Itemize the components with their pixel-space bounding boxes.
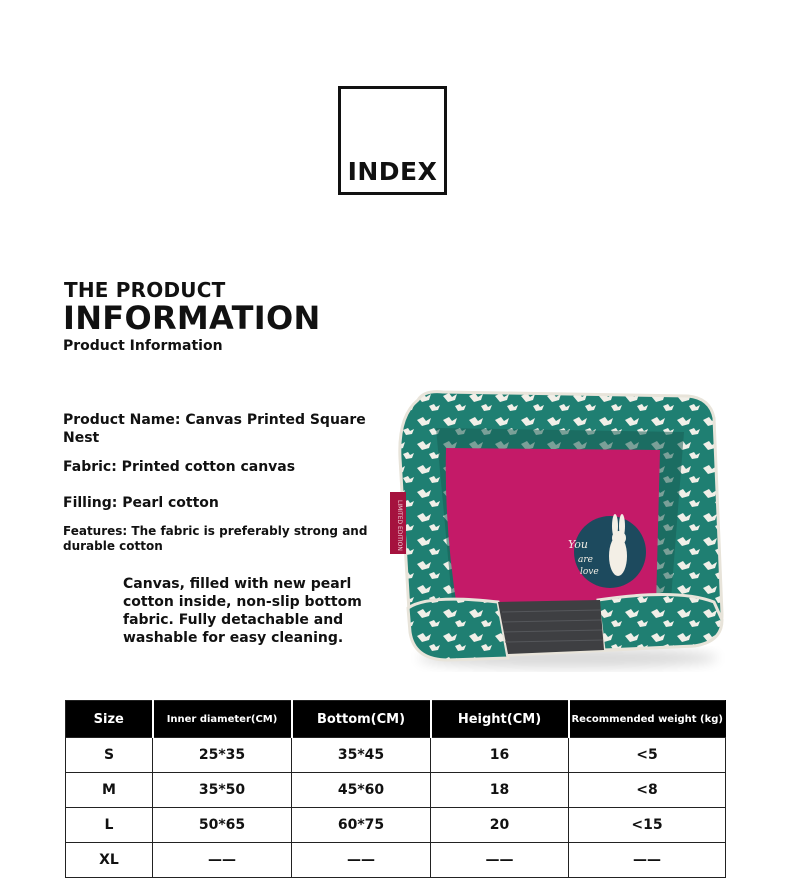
badge-word-2: are [578, 555, 593, 565]
heading-subtitle: Product Information [63, 338, 223, 354]
bed-base-strip [498, 600, 604, 654]
heading-line-1: THE PRODUCT [64, 278, 226, 302]
cell-weight: —— [569, 843, 726, 878]
spec-features-line-2: durable cotton [63, 539, 163, 553]
cell-bottom: 35*45 [292, 738, 431, 773]
size-table [65, 700, 726, 878]
badge-word-3: love [580, 567, 599, 577]
table-row [66, 738, 726, 773]
badge-word-1: You [568, 538, 589, 551]
table-row [66, 773, 726, 808]
cell-size: XL [66, 843, 153, 878]
cell-bottom: 45*60 [292, 773, 431, 808]
cell-weight: <15 [569, 808, 726, 843]
index-label: INDEX [347, 157, 438, 186]
cell-size: M [66, 773, 153, 808]
cell-inner: —— [153, 843, 292, 878]
cell-size: S [66, 738, 153, 773]
cell-height: —— [431, 843, 569, 878]
cell-weight: <5 [569, 738, 726, 773]
table-row [66, 843, 726, 878]
spec-filling: Filling: Pearl cotton [63, 495, 219, 511]
product-description: Canvas, filled with new pearl cotton inside, non-slip bottom fabric. Fully detachable and washable for easy cleaning. [123, 576, 362, 646]
bed-tag-text: LIMITED EDITION [396, 500, 403, 551]
table-row [66, 808, 726, 843]
spec-features-line-1: Features: The fabric is preferably strong and [63, 524, 368, 538]
header-recommended-weight: Recommended weight (kg) [569, 701, 726, 738]
heading-line-2: INFORMATION [63, 299, 321, 337]
cell-bottom: —— [292, 843, 431, 878]
index-box [338, 86, 447, 195]
cell-bottom: 60*75 [292, 808, 431, 843]
cell-height: 18 [431, 773, 569, 808]
header-size: Size [66, 701, 153, 738]
header-bottom: Bottom(CM) [292, 701, 431, 738]
cell-inner: 25*35 [153, 738, 292, 773]
cell-size: L [66, 808, 153, 843]
header-height: Height(CM) [431, 701, 569, 738]
spec-name-line-2: Nest [63, 430, 100, 446]
product-image-bed [388, 388, 728, 673]
cell-height: 20 [431, 808, 569, 843]
cell-inner: 50*65 [153, 808, 292, 843]
cell-weight: <8 [569, 773, 726, 808]
size-table-header-row [66, 701, 726, 738]
spec-name-line-1: Product Name: Canvas Printed Square [63, 412, 366, 428]
cell-inner: 35*50 [153, 773, 292, 808]
spec-fabric: Fabric: Printed cotton canvas [63, 459, 296, 475]
cell-height: 16 [431, 738, 569, 773]
header-inner-diameter: Inner diameter(CM) [153, 701, 292, 738]
